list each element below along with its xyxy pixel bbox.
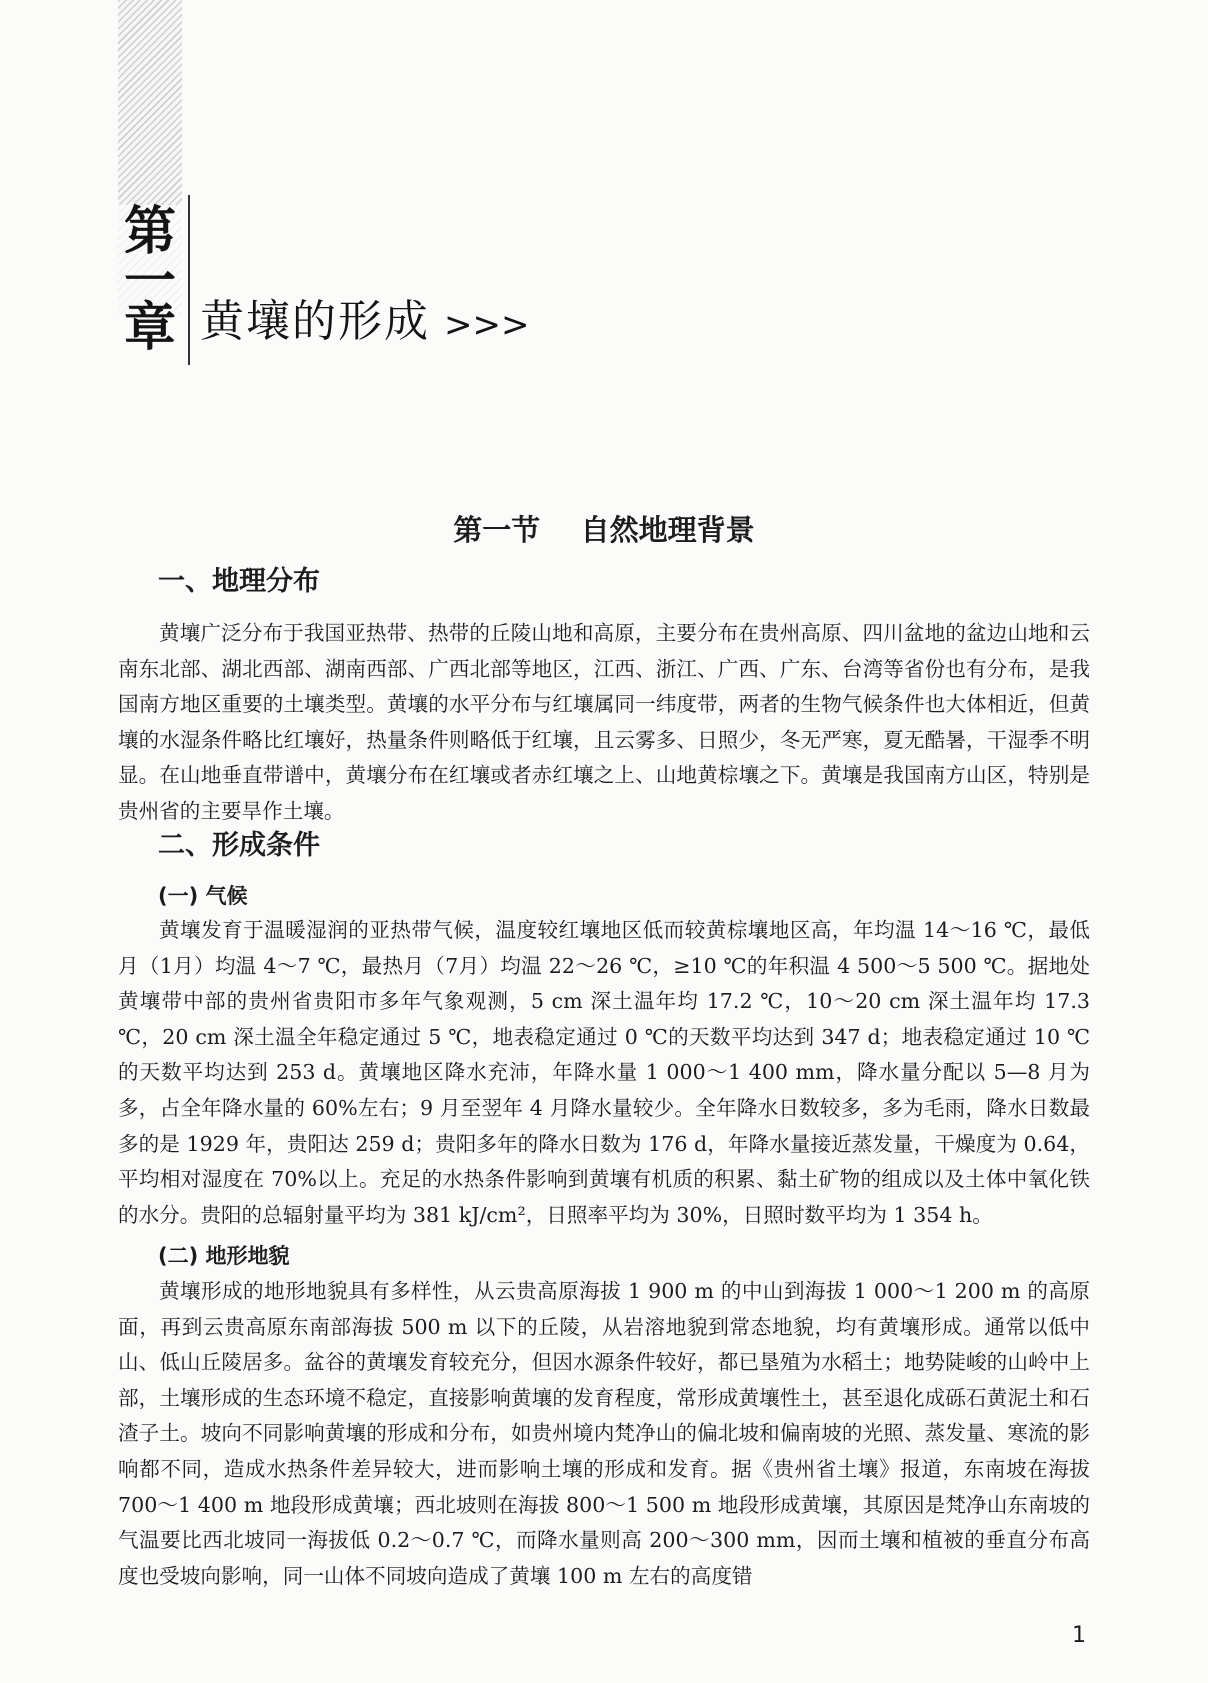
chapter-char-zhang: 章 <box>123 298 176 358</box>
chapter-char-yi: 一 <box>123 252 176 312</box>
chapter-char-di: 第 <box>123 202 176 262</box>
heading-climate: (一) 气候 <box>158 884 248 908</box>
chapter-title <box>200 292 529 355</box>
subsection-heading-distribution: 一、地理分布 <box>158 566 320 597</box>
subsection-heading-conditions: 二、形成条件 <box>158 830 320 861</box>
chapter-divider-line <box>188 195 190 365</box>
section-title: 第一节 自然地理背景 <box>453 513 755 547</box>
decorative-hatch-band <box>118 0 182 205</box>
paragraph-climate: 黄壤发育于温暖湿润的亚热带气候，温度较红壤地区低而较黄棕壤地区高，年均温 14～16 ℃，最低月（1月）均温 4～7 ℃，最热月（7月）均温 22～26 ℃，≥10 ℃的年积温 4 500～5 500 ℃。据地处黄壤带中部的贵州省贵阳市多年气象观测，5 cm 深土温年均 17.2 ℃，10～20 cm 深土温年均 17.3 ℃，20 cm 深土温全年稳定通过 5 ℃，地表稳定通过 0 ℃的天数平均达到 347 d；地表稳定通过 10 ℃的天数平均达到 253 d。黄壤地区降水充沛，年降水量 1 000～1 400 mm，降水量分配以 5—8 月为多，占全年降水量的 60%左右；9 月至翌年 4 月降水量较少。全年降水日数较多，多为毛雨，降水日数最多的是 1929 年，贵阳达 259 d；贵阳多年的降水日数为 176 d，年降水量接近蒸发量，干燥度为 0.64，平均相对湿度在 70%以上。充足的水热条件影响到黄壤有机质的积累、黏土矿物的组成以及土体中氧化铁的水分。贵阳的总辐射量平均为 381 kJ/cm²，日照率平均为 30%，日照时数平均为 1 354 h。 <box>118 918 1090 1227</box>
paragraph-terrain: 黄壤形成的地形地貌具有多样性，从云贵高原海拔 1 900 m 的中山到海拔 1 000～1 200 m 的高原面，再到云贵高原东南部海拔 500 m 以下的丘陵，从岩溶地貌到常态地貌，均有黄壤形成。通常以低中山、低山丘陵居多。盆谷的黄壤发育较充分，但因水源条件较好，都已垦殖为水稻土；地势陡峻的山岭中上部，土壤形成的生态环境不稳定，直接影响黄壤的发育程度，常形成黄壤性土，甚至退化成砾石黄泥土和石渣子土。坡向不同影响黄壤的形成和分布，如贵州境内梵净山的偏北坡和偏南坡的光照、蒸发量、寒流的影响都不同，造成水热条件差异较大，进而影响土壤的形成和发育。据《贵州省土壤》报道，东南坡在海拔 700～1 400 m 地段形成黄壤；西北坡则在海拔 800～1 500 m 地段形成黄壤，其原因是梵净山东南坡的气温要比西北坡同一海拔低 0.2～0.7 ℃，而降水量则高 200～300 mm，因而土壤和植被的垂直分布高度也受坡向影响，同一山体不同坡向造成了黄壤 100 m 左右的高度错 <box>118 1279 1090 1588</box>
paragraph-distribution: 黄壤广泛分布于我国亚热带、热带的丘陵山地和高原，主要分布在贵州高原、四川盆地的盆边山地和云南东北部、湖北西部、湖南西部、广西北部等地区，江西、浙江、广西、广东、台湾等省份也有分布，是我国南方地区重要的土壤类型。黄壤的水平分布与红壤属同一纬度带，两者的生物气候条件也大体相近，但黄壤的水湿条件略比红壤好，热量条件则略低于红壤，且云雾多、日照少，冬无严寒，夏无酷暑，干湿季不明显。在山地垂直带谱中，黄壤分布在红壤或者赤红壤之上、山地黄棕壤之下。黄壤是我国南方山区，特别是贵州省的主要旱作土壤。 <box>118 621 1090 823</box>
chapter-title-text: 黄壤的形成 <box>200 296 430 347</box>
chapter-title-arrows: >>> <box>444 305 530 345</box>
page-number: 1 <box>1072 1623 1086 1648</box>
heading-terrain: (二) 地形地貌 <box>158 1244 290 1268</box>
